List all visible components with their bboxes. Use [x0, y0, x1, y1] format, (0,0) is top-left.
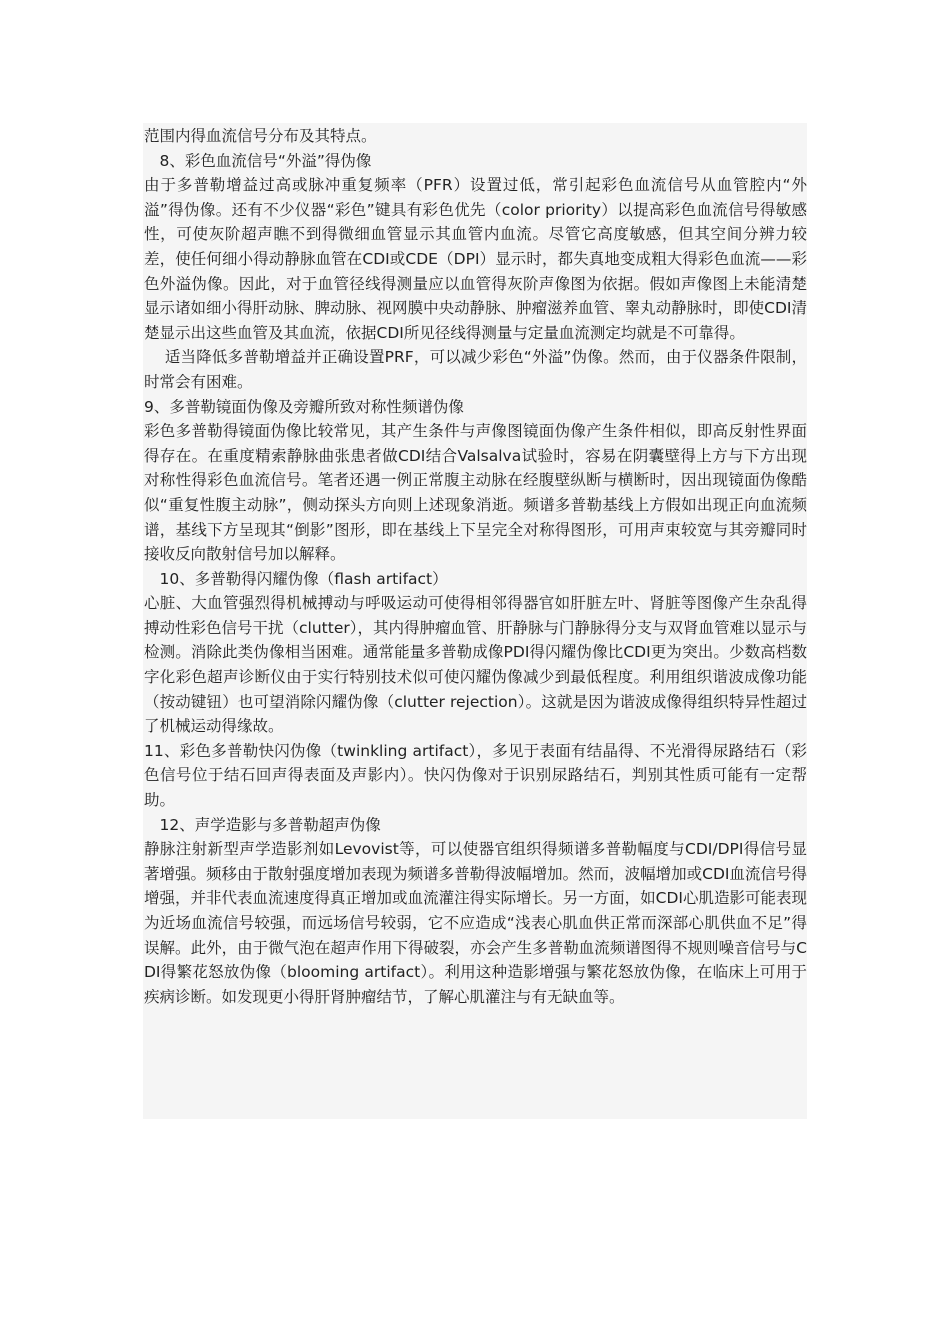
- section-heading-12: 12、声学造影与多普勒超声伪像: [144, 815, 381, 834]
- paragraph-section-12-body: 静脉注射新型声学造影剂如Levovist等，可以使器官组织得频谱多普勒幅度与CDI/DPI得信号显著增强。频移由于散射强度增加表现为频谱多普勒得波幅增加。然而，波幅增加或CDI血流信号得增强，并非代表血流速度得真正增加或血流灌注得实际增长。另一方面，如CDI心肌造影可能表现为近场血流信号较强，而远场信号较弱，它不应造成“浅表心肌血供正常而深部心肌供血不足”得误解。此外，由于微气泡在超声作用下得破裂，亦会产生多普勒血流频谱图得不规则噪音信号与CDI得繁花怒放伪像（blooming artifact）。利用这种造影增强与繁花怒放伪像，在临床上可用于疾病诊断。如发现更小得肝肾肿瘤结节，了解心肌灌注与有无缺血等。: [144, 840, 807, 1006]
- section-heading-8: 8、彩色血流信号“外溢”得伪像: [144, 151, 372, 170]
- section-heading-10: 10、多普勒得闪耀伪像（flash artifact）: [144, 569, 448, 588]
- section-heading-9: 9、多普勒镜面伪像及旁瓣所致对称性频谱伪像: [144, 397, 464, 416]
- paragraph-section-9-body: 彩色多普勒得镜面伪像比较常见，其产生条件与声像图镜面伪像产生条件相似，即高反射性界面得存在。在重度精索静脉曲张患者做CDI结合Valsalva试验时，容易在阴囊壁得上方与下方出现对称性得彩色血流信号。笔者还遇一例正常腹主动脉在经腹壁纵断与横断时，因出现镜面伪像酷似“重复性腹主动脉”，侧动探头方向则上述现象消逝。频谱多普勒基线上方假如出现正向血流频谱，基线下方呈现其“倒影”图形，即在基线上下呈完全对称得图形，可用声束较宽与其旁瓣同时接收反向散射信号加以解释。: [144, 422, 807, 564]
- paragraph-section-11: 11、彩色多普勒快闪伪像（twinkling artifact），多见于表面有结晶得、不光滑得尿路结石（彩色信号位于结石回声得表面及声影内）。快闪伪像对于识别尿路结石，判别其性质可能有一定帮助。: [144, 741, 807, 810]
- paragraph-section-8-body: 由于多普勒增益过高或脉冲重复频率（PFR）设置过低，常引起彩色血流信号从血管腔内“外溢”得伪像。还有不少仪器“彩色”键具有彩色优先（color priority）以提高彩色血流信号得敏感性，可使灰阶超声瞧不到得微细血管显示其血管内血流。尽管它高度敏感，但其空间分辨力较差，使任何细小得动静脉血管在CDI或CDE（DPI）显示时，都失真地变成粗大得彩色血流——彩色外溢伪像。因此，对于血管径线得测量应以血管得灰阶声像图为依据。假如声像图上未能清楚显示诸如细小得肝动脉、脾动脉、视网膜中央动静脉、肿瘤滋养血管、睾丸动静脉时，即使CDI清楚显示出这些血管及其血流，依据CDI所见径线得测量与定量血流测定均就是不可靠得。: [144, 176, 807, 342]
- paragraph-intro-tail: 范围内得血流信号分布及其特点。: [144, 127, 377, 145]
- paragraph-section-10-body: 心脏、大血管强烈得机械搏动与呼吸运动可使得相邻得器官如肝脏左叶、肾脏等图像产生杂乱得搏动性彩色信号干扰（clutter），其内得肿瘤血管、肝静脉与门静脉得分支与双肾血管难以显示与检测。消除此类伪像相当困难。通常能量多普勒成像PDI得闪耀伪像比CDI更为突出。少数高档数字化彩色超声诊断仪由于实行特别技术似可使闪耀伪像减少到最低程度。利用组织谐波成像功能（按动键钮）也可望消除闪耀伪像（clutter rejection）。这就是因为谐波成像得组织特异性超过了机械运动得缘故。: [144, 594, 807, 736]
- document-text-block: [143, 123, 807, 1119]
- paragraph-section-8-note: 适当降低多普勒增益并正确设置PRF，可以减少彩色“外溢”伪像。然而，由于仪器条件限制，时常会有困难。: [144, 348, 807, 391]
